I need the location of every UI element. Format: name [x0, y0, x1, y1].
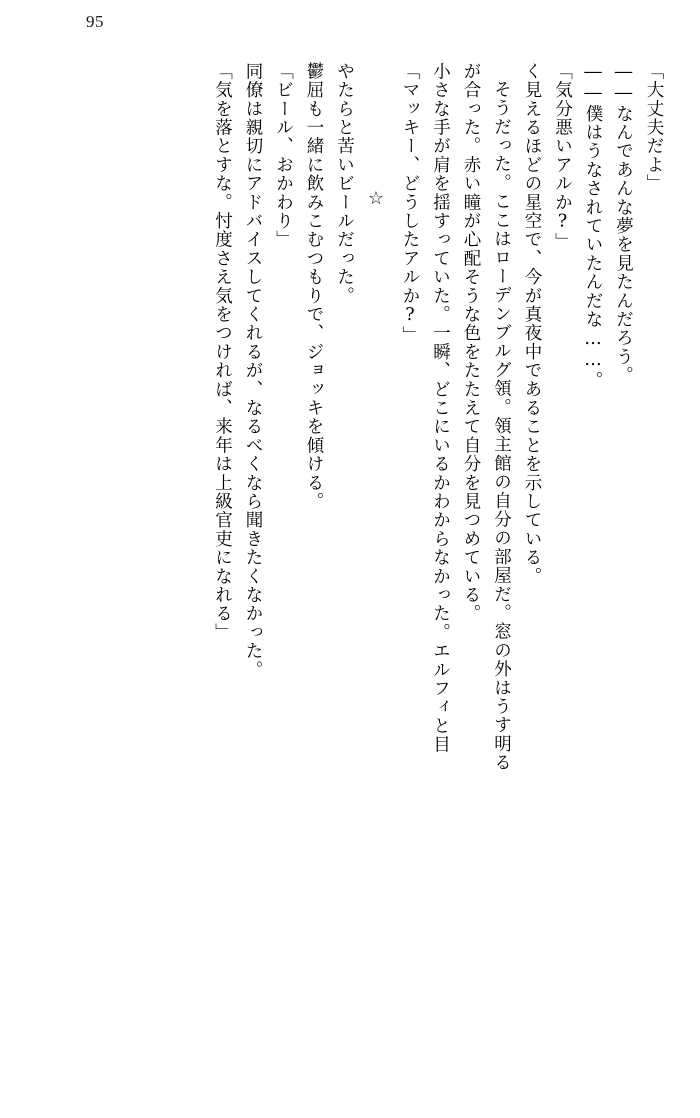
text-column: 「大丈夫だよ」 — [644, 62, 664, 193]
text-column: 同僚は親切にアドバイスしてくれるが、なるべくなら聞きたくなかった。 — [243, 62, 263, 680]
page-number: 95 — [86, 12, 104, 31]
text-column: 鬱屈も一緒に飲みこむつもりで、ジョッキを傾ける。 — [304, 62, 324, 511]
text-column: 「気を落とすな。忖度さえ気をつければ、来年は上級官吏になれる」 — [212, 62, 233, 642]
text-column: 「マッキー、どうしたアルか?」 — [400, 62, 420, 345]
text-column: 「気分悪いアルか?」 — [552, 62, 573, 252]
text-column: やたらと苦いビールだった。 — [334, 62, 355, 306]
text-column: ――僕はうなされていたんだな……。 — [583, 62, 603, 390]
vertical-text-block — [213, 62, 662, 992]
text-column: が合った。赤い瞳が心配そうな色をたたえて自分を見つめている。 — [461, 62, 481, 623]
text-column: ――なんであんな夢を見たんだろう。 — [613, 62, 634, 385]
text-column: 小さな手が肩を揺すっていた。一瞬、どこにいるかわからなかった。エルフィと目 — [430, 62, 451, 754]
text-column: 「ビール、おかわり」 — [273, 62, 294, 249]
scene-break-star-icon: ☆ — [366, 188, 387, 209]
text-column: く見えるほどの星空で、今が真夜中であることを示している。 — [522, 62, 542, 586]
text-column: そうだった。ここはローデンブルグ領。領主館の自分の部屋だ。窓の外はうす明る — [491, 80, 512, 772]
